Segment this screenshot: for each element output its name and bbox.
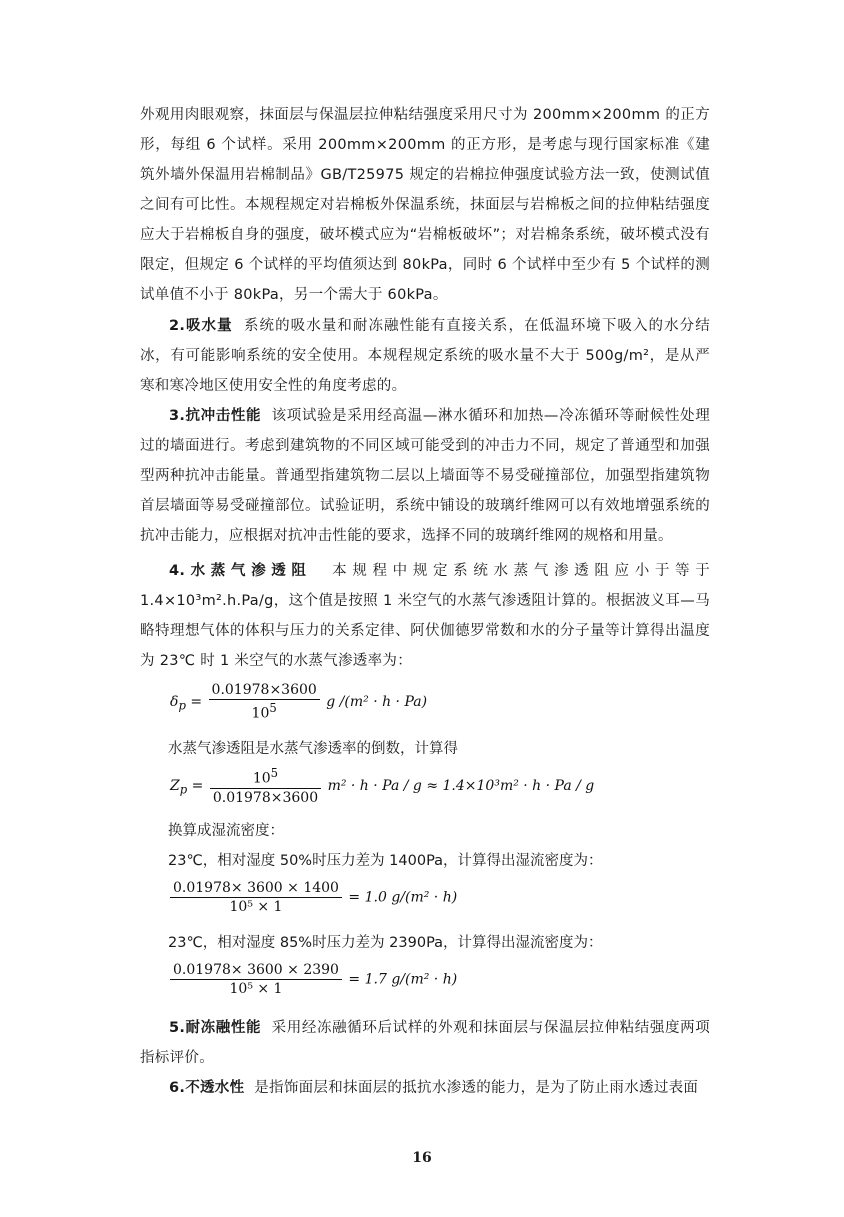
formula-unit: m² · h · Pa / g ≈ 1.4×10³m² · h · Pa / g [327, 777, 595, 794]
paragraph-impermeability [140, 1073, 710, 1103]
fraction-denominator: 0.01978×3600 [212, 789, 319, 806]
formula-symbol: δ [170, 693, 179, 710]
paragraph-text: 换算成湿流密度： [168, 823, 284, 839]
formula-unit: g /(m² · h · Pa) [326, 693, 428, 710]
formula-subscript: p [178, 698, 186, 713]
fraction-denominator: 10⁵ × 1 [229, 981, 283, 997]
fraction-denominator: $10^5$ [251, 701, 277, 722]
formula-fraction [170, 962, 342, 997]
formula-result: = 1.7 g/(m² · h) [348, 971, 458, 988]
paragraph-text: 系统的吸水量和耐冻融性能有直接关系，在低温环境下吸入的水分结冰，有可能影响系统的安全使用。本规程规定系统的吸水量不大于 500g/m²，是从严寒和寒冷地区使用安全性的角度考虑的。 [140, 318, 710, 394]
paragraph-text: 是指饰面层和抹面层的抵抗水渗透的能力，是为了防止雨水透过表面 [254, 1080, 699, 1096]
paragraph-text: 该项试验是采用经高温—淋水循环和加热—冷冻循环等耐候性处理过的墙面进行。考虑到建筑物的不同区域可能受到的冲击力不同，规定了普通型和加强型两种抗冲击能量。普通型指建筑物二层以上墙面等不易受碰撞部位，加强型指建筑物首层墙面等易受碰撞部位。试验证明，系统中铺设的玻璃纤维网可以有效地增强系统的抗冲击能力，应根据对抗冲击性能的要求，选择不同的玻璃纤维网的规格和用量。 [140, 408, 711, 544]
paragraph-vapor-resistance [140, 556, 710, 676]
paragraph-moisture-flux [168, 820, 284, 842]
fraction-numerator: 0.01978× 3600 × 1400 [170, 880, 342, 898]
paragraph-rh50 [168, 850, 603, 872]
paragraph-vapor-resistance-def [168, 738, 458, 760]
paragraph-impact-resistance [140, 401, 710, 551]
formula-fraction [209, 682, 320, 722]
formula-result: = 1.0 g/(m² · h) [348, 889, 458, 906]
section-heading: 6.不透水性 [169, 1080, 245, 1096]
section-heading: 4.水蒸气渗透阻 [169, 563, 312, 579]
formula-flux-rh85 [168, 962, 457, 997]
section-heading: 5.耐冻融性能 [169, 1020, 262, 1036]
formula-flux-rh50 [168, 880, 457, 915]
fraction-denominator: 10⁵ × 1 [229, 899, 283, 915]
paragraph-water-absorption [140, 311, 710, 401]
paragraph-rh85 [168, 932, 603, 954]
formula-vapor-resistance: $Z_p$ = $\frac{10^5}{0.01978\times 3600}$ m² · h · Pa / g ≈ 1.4×10³m² · h · Pa / g [170, 766, 595, 806]
paragraph-tensile-test [140, 100, 710, 310]
formula-fraction [170, 880, 342, 915]
formula-fraction [210, 766, 321, 806]
paragraph-text: 23℃，相对湿度 50%时压力差为 1400Pa，计算得出湿流密度为： [168, 853, 603, 869]
section-heading: 3.抗冲击性能 [169, 408, 262, 424]
section-heading: 2.吸水量 [169, 318, 233, 334]
paragraph-text: 本规程中规定系统水蒸气渗透阻应小于等于 1.4×10³m².h.Pa/g，这个值是按照 1 米空气的水蒸气渗透阻计算的。根据波义耳—马略特理想气体的体积与压力的关系定律、阿伏伽德罗常数和水的分子量等计算得出温度为 23℃ 时 1 米空气的水蒸气渗透率为： [140, 563, 711, 669]
fraction-numerator: $10^5$ [210, 766, 321, 789]
paragraph-text: 采用经冻融循环后试样的外观和抹面层与保温层拉伸粘结强度两项指标评价。 [140, 1020, 711, 1066]
paragraph-freeze-thaw [140, 1013, 710, 1073]
paragraph-text: 23℃，相对湿度 85%时压力差为 2390Pa，计算得出湿流密度为： [168, 935, 603, 951]
formula-subscript: p [179, 782, 188, 797]
fraction-numerator: 0.01978× 3600 × 2390 [170, 962, 342, 980]
fraction-numerator: 0.01978×3600 [209, 682, 320, 700]
formula-vapor-permeability: $\delta_p$ = $\frac{0.01978\times 3600}{10^5}$ g /(m² · h · Pa) [170, 682, 428, 722]
formula-symbol: Z [170, 777, 180, 794]
paragraph-text: 水蒸气渗透阻是水蒸气渗透率的倒数，计算得 [168, 741, 458, 757]
paragraph-text: 外观用肉眼观察，抹面层与保温层拉伸粘结强度采用尺寸为 200mm×200mm 的正方形，每组 6 个试样。采用 200mm×200mm 的正方形，是考虑与现行国家标准《建筑外墙外保温用岩棉制品》GB/T25975 规定的岩棉拉伸强度试验方法一致，使测试值之间有可比性。本规程规定对岩棉板外保温系统，抹面层与岩棉板之间的拉伸粘结强度应大于岩棉板自身的强度，破坏模式应为“岩棉板破坏”；对岩棉条系统，破坏模式没有限定，但规定 6 个试样的平均值须达到 80kPa，同时 6 个试样中至少有 5 个试样的测试单值不小于 80kPa，另一个需大于 60kPa。 [140, 107, 710, 303]
page-number: 16 [412, 1150, 432, 1166]
